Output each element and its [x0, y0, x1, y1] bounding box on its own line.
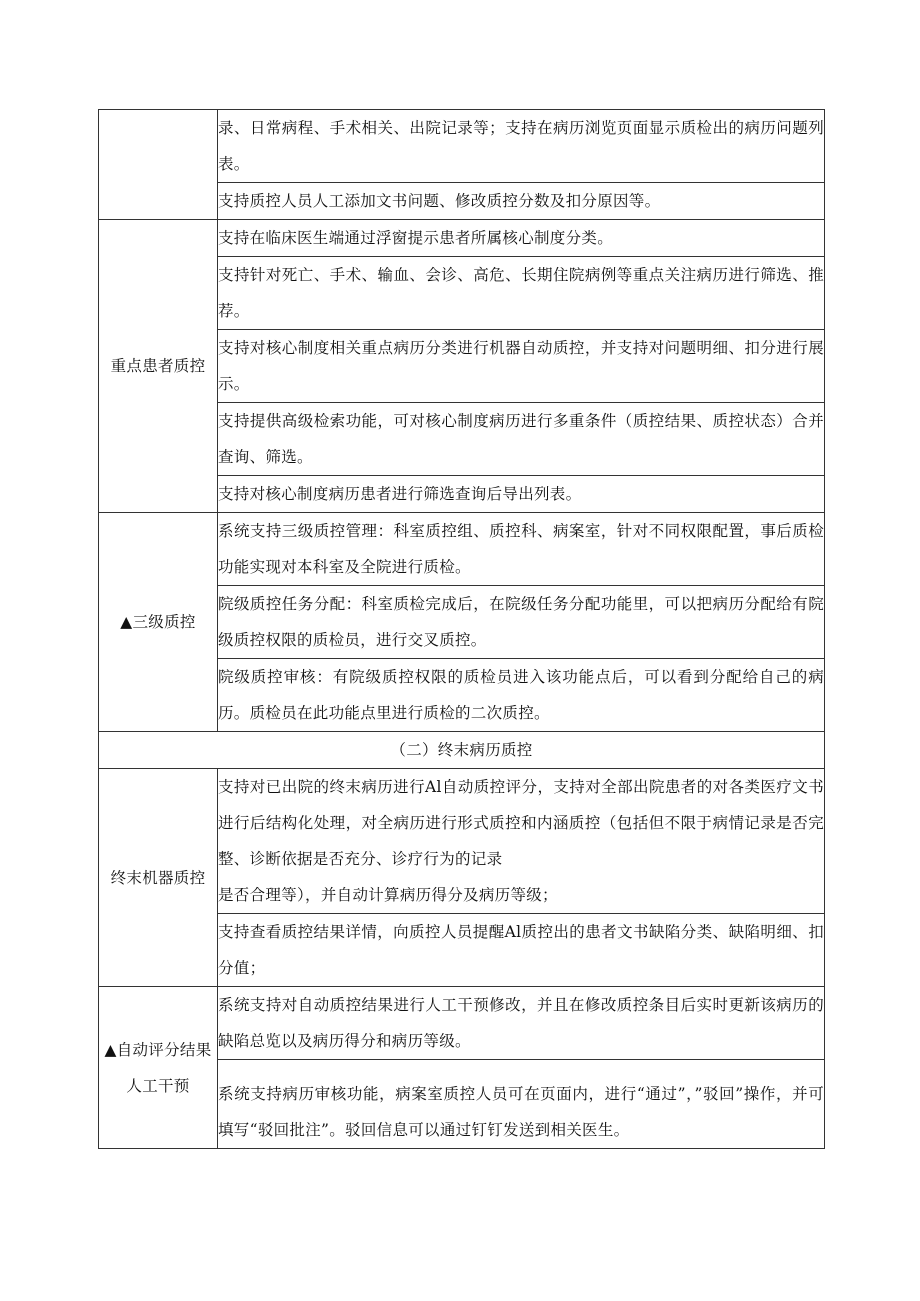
requirement-text: 支持对核心制度相关重点病历分类进行机器自动质控，并支持对问题明细、扣分进行展示。: [218, 339, 824, 393]
requirement-cell: [218, 183, 825, 220]
requirement-text: 支持查看质控结果详情，向质控人员提醒Al质控出的患者文书缺陷分类、缺陷明细、扣分值；: [218, 923, 824, 977]
category-label: 终末机器质控: [110, 868, 206, 887]
requirement-text: 支持质控人员人工添加文书问题、修改质控分数及扣分原因等。: [218, 192, 661, 210]
table-row: [99, 110, 825, 183]
requirement-cell: [218, 513, 825, 586]
category-label: ▲三级质控: [120, 613, 196, 631]
requirement-text: 院级质控任务分配：科室质检完成后，在院级任务分配功能里，可以把病历分配给有院级质控权限的质检员，进行交叉质控。: [218, 595, 824, 649]
section-title: （二）终末病历质控: [390, 741, 533, 759]
requirement-cell: [218, 769, 825, 914]
requirement-cell: [218, 110, 825, 183]
category-label: ▲自动评分结果人工干预: [104, 1040, 212, 1095]
category-cell-empty: [99, 110, 218, 220]
requirement-text: 支持提供高级检索功能，可对核心制度病历进行多重条件（质控结果、质控状态）合并查询、筛选。: [218, 412, 824, 466]
requirement-cell: [218, 1060, 825, 1149]
table-row: [99, 220, 825, 257]
requirement-text: 院级质控审核：有院级质控权限的质检员进入该功能点后，可以看到分配给自己的病历。质检员在此功能点里进行质检的二次质控。: [218, 668, 824, 722]
requirement-text: 录、日常病程、手术相关、出院记录等；支持在病历浏览页面显示质检出的病历问题列表。: [218, 119, 824, 173]
requirement-cell: [218, 659, 825, 732]
requirement-text: 支持在临床医生端通过浮窗提示患者所属核心制度分类。: [218, 229, 614, 247]
requirement-text: 系统支持三级质控管理：科室质控组、质控科、病案室，针对不同权限配置，事后质检功能实现对本科室及全院进行质检。: [218, 522, 824, 576]
table-row: [99, 513, 825, 586]
category-cell: [99, 987, 218, 1149]
category-label: 重点患者质控: [110, 357, 206, 375]
requirement-cell: [218, 403, 825, 476]
requirement-cell: [218, 586, 825, 659]
table-row: [99, 987, 825, 1060]
requirement-text: 支持对已出院的终末病历进行Al自动质控评分，支持对全部出院患者的对各类医疗文书进行后结构化处理，对全病历进行形式质控和内涵质控（包括但不限于病情记录是否完整、诊断依据是否充分、诊疗行为的记录 是否合理等），并自动计算病历得分及病历等级；: [218, 778, 824, 904]
category-cell: [99, 769, 218, 987]
section-row: [99, 732, 825, 769]
requirement-text: 支持对核心制度病历患者进行筛选查询后导出列表。: [218, 485, 582, 503]
section-heading: [99, 732, 825, 769]
category-cell: [99, 220, 218, 513]
requirement-cell: [218, 330, 825, 403]
requirement-cell: [218, 914, 825, 987]
requirement-cell: [218, 476, 825, 513]
requirement-text: 系统支持病历审核功能，病案室质控人员可在页面内，进行“通过”，”驳回”操作，并可填写“驳回批注”。驳回信息可以通过钉钉发送到相关医生。: [218, 1085, 824, 1139]
requirements-table: [98, 109, 825, 1149]
table-row: [99, 769, 825, 914]
requirement-cell: [218, 257, 825, 330]
requirement-text: 系统支持对自动质控结果进行人工干预修改，并且在修改质控条目后实时更新该病历的缺陷总览以及病历得分和病历等级。: [218, 996, 824, 1050]
requirement-cell: [218, 220, 825, 257]
requirement-text: 支持针对死亡、手术、输血、会诊、高危、长期住院病例等重点关注病历进行筛选、推荐。: [218, 266, 824, 320]
requirement-cell: [218, 987, 825, 1060]
category-cell: [99, 513, 218, 732]
